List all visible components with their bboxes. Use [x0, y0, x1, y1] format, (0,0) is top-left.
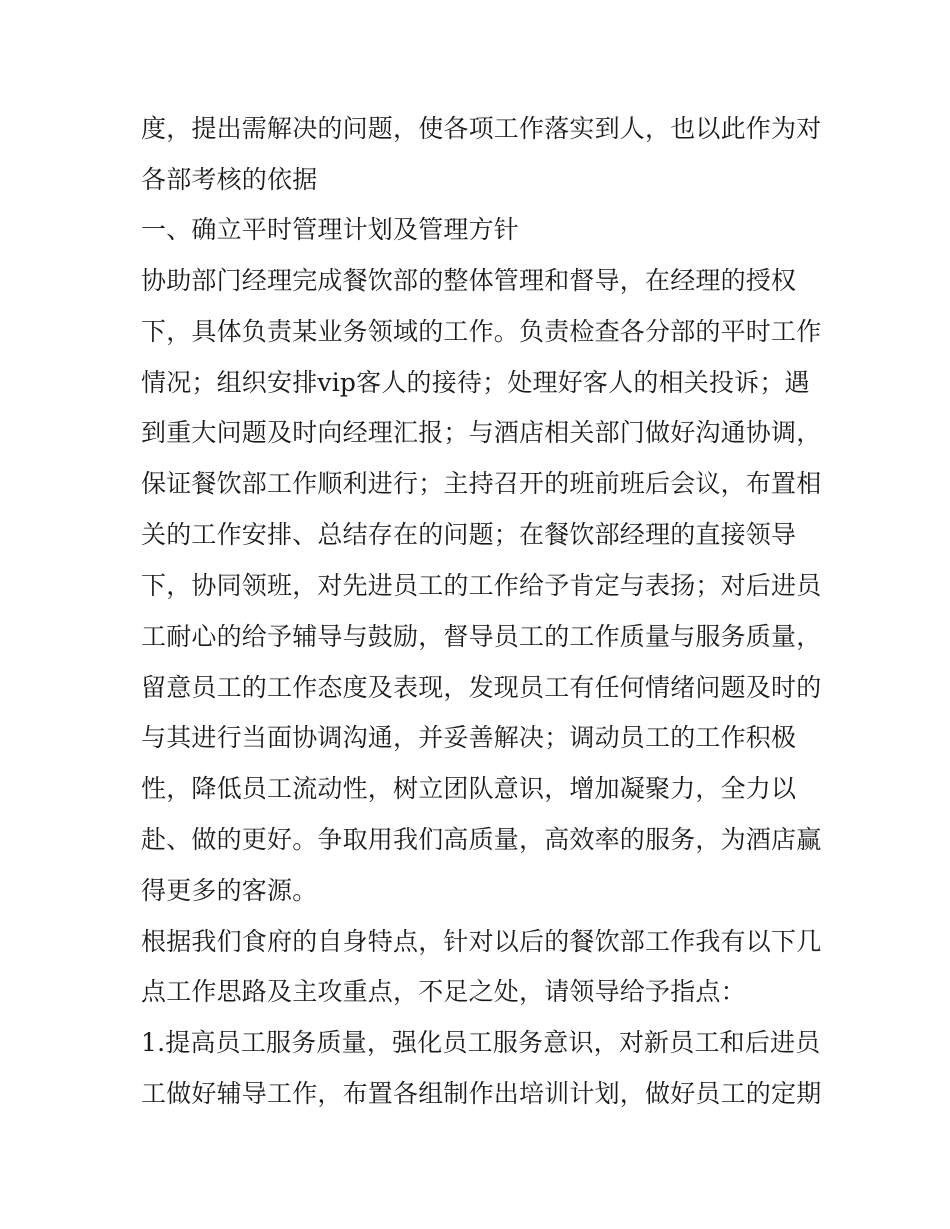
text-line: 性，降低员工流动性，树立团队意识，增加凝聚力，全力以 — [141, 774, 797, 803]
text-line: 留意员工的工作态度及表现，发现员工有任何情绪问题及时的 — [141, 673, 822, 702]
text-line: 到重大问题及时向经理汇报；与酒店相关部门做好沟通协调， — [141, 418, 822, 447]
text-line: 下，协同领班，对先进员工的工作给予肯定与表扬；对后进员 — [141, 571, 822, 600]
text-line: 工做好辅导工作，布置各组制作出培训计划，做好员工的定期 — [141, 1079, 822, 1108]
text-line: 保证餐饮部工作顺利进行；主持召开的班前班后会议，布置相 — [141, 469, 822, 498]
text-line: 赴、做的更好。争取用我们高质量，高效率的服务，为酒店赢 — [141, 825, 822, 854]
section-heading: 一、确立平时管理计划及管理方针 — [141, 215, 520, 244]
text-line: 协助部门经理完成餐饮部的整体管理和督导，在经理的授权 — [141, 266, 797, 295]
text-line: 根据我们食府的自身特点，针对以后的餐饮部工作我有以下几 — [141, 927, 822, 956]
text-line: 得更多的客源。 — [141, 876, 318, 905]
text-line: 点工作思路及主攻重点，不足之处，请领导给予指点： — [141, 977, 746, 1006]
text-line: 关的工作安排、总结存在的问题；在餐饮部经理的直接领导 — [141, 520, 797, 549]
text-line: 情况；组织安排vip客人的接待；处理好客人的相关投诉；遇 — [141, 368, 810, 397]
text-line: 工耐心的给予辅导与鼓励，督导员工的工作质量与服务质量， — [141, 622, 822, 651]
text-line: 各部考核的依据 — [141, 165, 318, 194]
text-line: 1.提高员工服务质量，强化员工服务意识，对新员工和后进员 — [141, 1028, 821, 1057]
text-line: 下，具体负责某业务领域的工作。负责检查各分部的平时工作 — [141, 317, 822, 346]
text-line: 与其进行当面协调沟通，并妥善解决；调动员工的工作积极 — [141, 723, 797, 752]
text-line: 度，提出需解决的问题，使各项工作落实到人，也以此作为对 — [141, 114, 822, 143]
